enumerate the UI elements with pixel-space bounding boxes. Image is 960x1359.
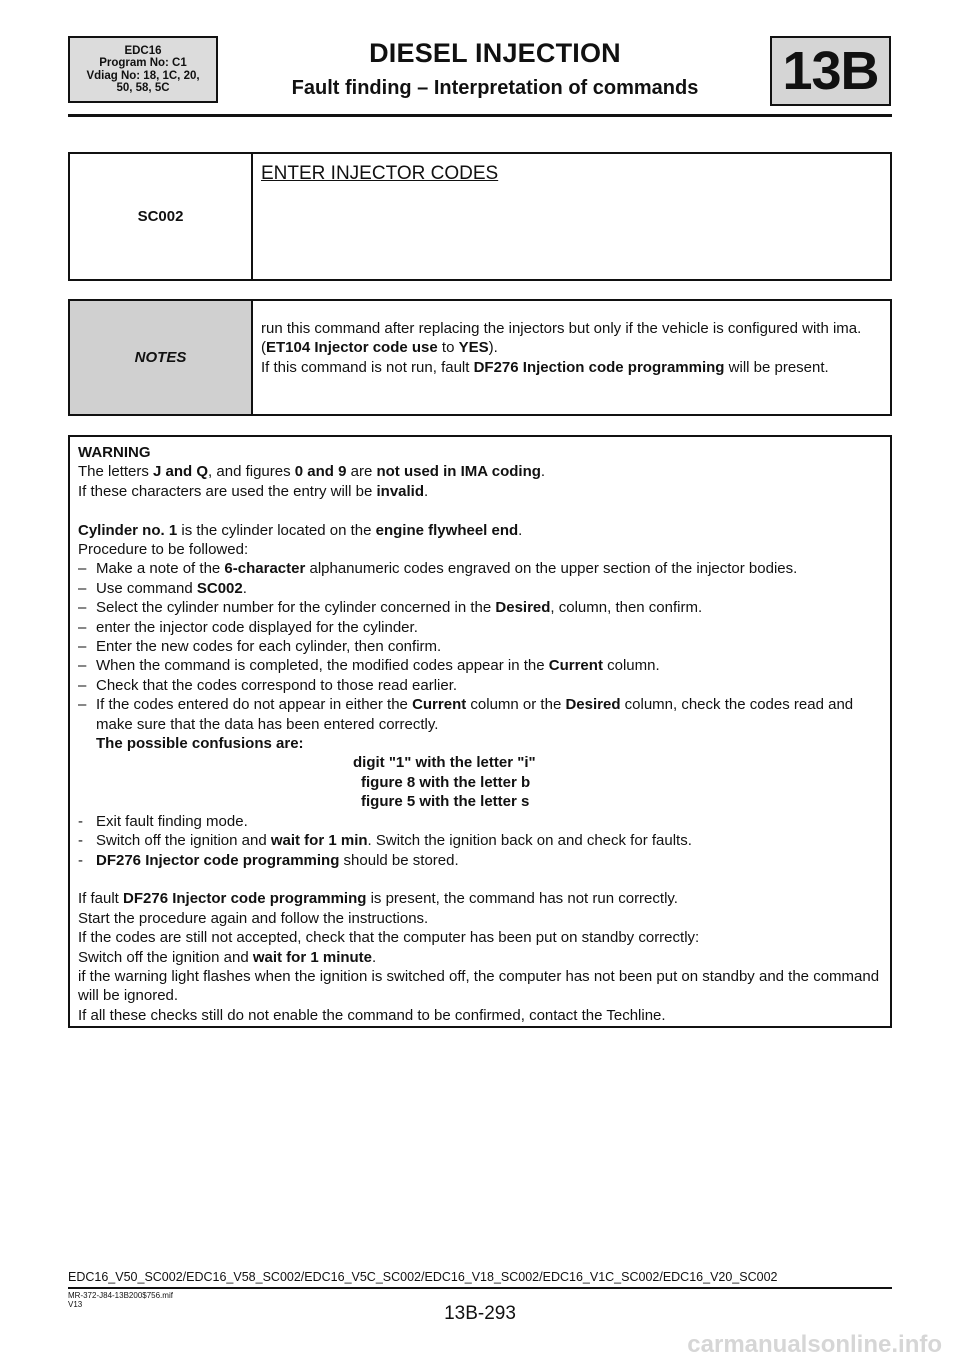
procedure-step: – Enter the new codes for each cylinder, then confirm. — [78, 638, 442, 656]
footer-codes: EDC16_V50_SC002/EDC16_V58_SC002/EDC16_V5C_SC002/EDC16_V18_SC002/EDC16_V1C_SC002/EDC16_V20_SC002 — [68, 1270, 778, 1284]
page-title: DIESEL INJECTION — [369, 38, 621, 68]
program-line: Program No: C1 — [99, 57, 187, 69]
procedure-step: – When the command is completed, the modified codes appear in the Current column. — [78, 657, 660, 675]
page-number: 13B-293 — [444, 1303, 516, 1324]
edc-line: EDC16 — [124, 44, 162, 57]
warning-line: Start the procedure again and follow the instructions. — [78, 909, 429, 927]
warning-title: WARNING — [78, 444, 151, 461]
notes-line-2: (ET104 Injector code use to YES). — [261, 339, 498, 357]
notes-label: NOTES — [70, 301, 253, 414]
procedure-step: - DF276 Injector code programming should be stored. — [78, 851, 459, 869]
warning-line: If the codes are still not accepted, check that the computer has been put on standby correctly: — [78, 929, 700, 947]
warning-line: If these characters are used the entry will be invalid. — [78, 482, 429, 500]
warning-line: If fault DF276 Injector code programming is present, the command has not run correctly. — [78, 890, 678, 908]
warning-line: The letters J and Q, and figures 0 and 9 are not used in IMA coding. — [78, 463, 546, 481]
procedure-step: – If the codes entered do not appear in either the Current column or the Desired column, check the codes read and make sure that the data has been entered correctly. The possible confusions are: — [78, 696, 854, 753]
procedure-heading: Procedure to be followed: — [78, 541, 249, 559]
watermark: carmanualsonline.info — [687, 1331, 942, 1358]
confusion-item: digit "1" with the letter "i" — [353, 754, 536, 772]
procedure-step: – Use command SC002. — [78, 579, 247, 597]
section-badge: 13B — [770, 36, 891, 106]
notes-line-1: run this command after replacing the injectors but only if the vehicle is configured with ima. — [261, 320, 862, 337]
warning-box — [68, 435, 892, 1028]
page-subtitle: Fault finding – Interpretation of commands — [291, 77, 699, 99]
vdiag-line: Vdiag No: 18, 1C, 20, — [86, 69, 200, 82]
procedure-step: – enter the injector code displayed for the cylinder. — [78, 618, 418, 636]
procedure-step: – Check that the codes correspond to those read earlier. — [78, 676, 458, 694]
procedure-step: - Exit fault finding mode. — [78, 812, 248, 830]
procedure-step: – Select the cylinder number for the cylinder concerned in the Desired, column, then confirm. — [78, 599, 703, 617]
confusion-item: figure 8 with the letter b — [361, 773, 531, 791]
vdiag-line-2: 50, 58, 5C — [116, 82, 170, 94]
procedure-step: - Switch off the ignition and wait for 1 min. Switch the ignition back on and check for faults. — [78, 832, 692, 850]
notes-table — [68, 299, 892, 416]
notes-line-3: If this command is not run, fault DF276 Injection code programming will be present. — [261, 358, 829, 376]
warning-line: if the warning light flashes when the ignition is switched off, the computer has not been put on standby and the command will be ignored. — [78, 967, 880, 1005]
vehicle-info-box — [68, 36, 218, 103]
footer-rule — [68, 1287, 892, 1289]
confusions-title: The possible confusions are: — [96, 735, 304, 753]
command-table — [68, 152, 892, 281]
command-code: SC002 — [70, 154, 253, 279]
header-rule — [68, 114, 892, 117]
warning-line: Cylinder no. 1 is the cylinder located on the engine flywheel end. — [78, 521, 523, 539]
warning-line: Switch off the ignition and wait for 1 minute. — [78, 948, 377, 966]
confusion-item: figure 5 with the letter s — [361, 793, 530, 811]
command-name: ENTER INJECTOR CODES — [261, 163, 499, 184]
warning-line: If all these checks still do not enable the command to be confirmed, contact the Techline. — [78, 1006, 666, 1024]
footer-file: MR-372-J84-13B200$756.mif V13 — [68, 1291, 173, 1309]
procedure-step: – Make a note of the 6-character alphanumeric codes engraved on the upper section of the injector bodies. — [78, 560, 798, 578]
